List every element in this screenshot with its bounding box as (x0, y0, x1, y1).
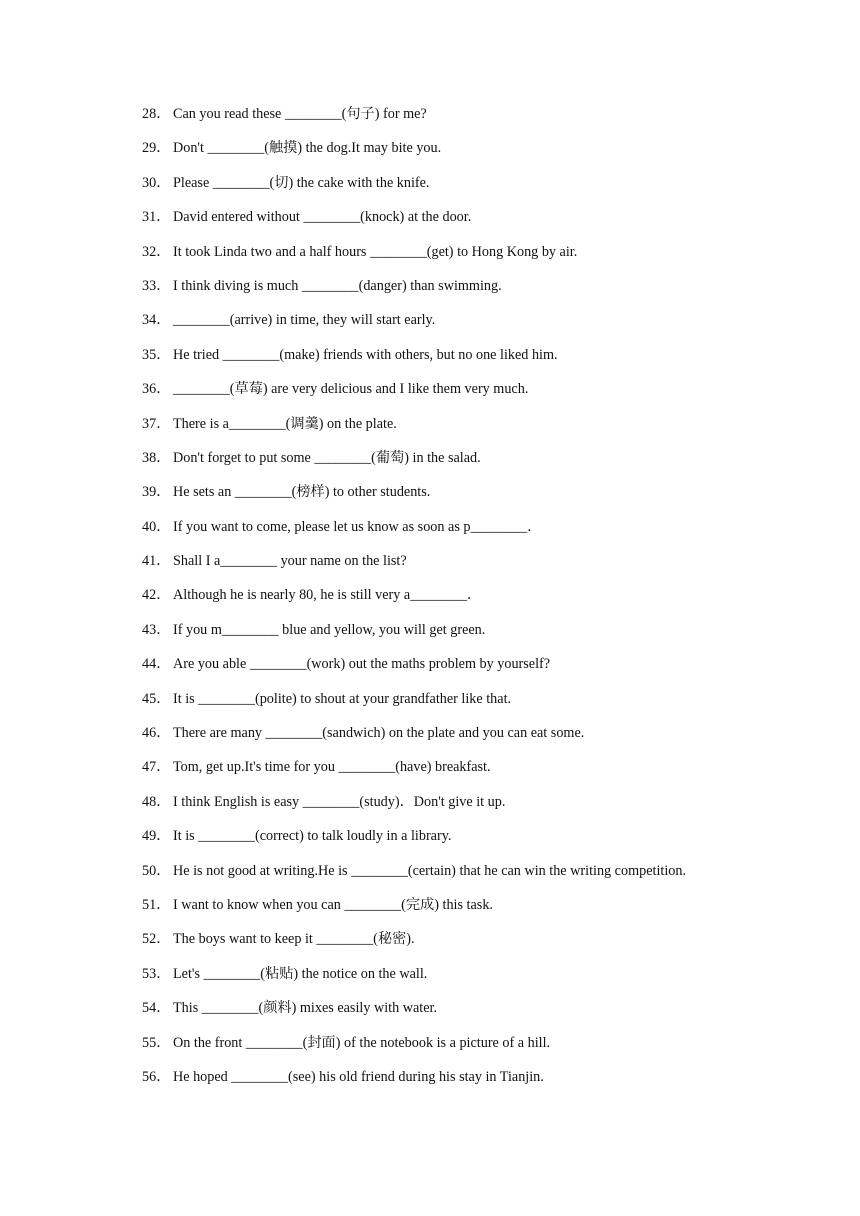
question-item (142, 688, 832, 722)
question-number: 37． (142, 415, 171, 432)
question-item (142, 619, 832, 653)
question-item (142, 447, 832, 481)
question-number: 28． (142, 106, 171, 122)
question-number: 48． (142, 793, 171, 810)
question-text: He sets an ________(榜样) to other students. (173, 484, 431, 501)
question-number: 36． (142, 381, 171, 398)
question-number: 52． (142, 931, 171, 948)
question-number: 43． (142, 621, 171, 638)
question-text: It is ________(polite) to shout at your grandfather like that. (173, 690, 512, 707)
question-text: He is not good at writing.He is ________(certain) that he can win the writing competition. (173, 862, 687, 879)
question-item (142, 1032, 832, 1066)
question-item (142, 963, 832, 997)
question-item (142, 894, 832, 928)
question-number: 41． (142, 553, 171, 570)
question-number: 34． (142, 312, 171, 329)
question-text: David entered without ________(knock) at the door. (173, 209, 472, 226)
question-text: He tried ________(make) friends with others, but no one liked him. (173, 346, 558, 363)
question-text: He hoped ________(see) his old friend during his stay in Tianjin. (173, 1068, 544, 1085)
question-number: 46． (142, 725, 171, 742)
question-number: 44． (142, 656, 171, 673)
question-item (142, 550, 832, 584)
question-item (142, 241, 832, 275)
question-item (142, 928, 832, 962)
question-item (142, 584, 832, 618)
question-item (142, 344, 832, 378)
question-item (142, 481, 832, 515)
question-item (142, 275, 832, 309)
question-number: 56． (142, 1068, 171, 1085)
question-number: 50． (142, 862, 171, 879)
question-number: 53． (142, 965, 171, 982)
question-text: It is ________(correct) to talk loudly in a library. (173, 828, 452, 845)
question-item (142, 825, 832, 859)
question-text: It took Linda two and a half hours ________(get) to Hong Kong by air. (173, 243, 578, 260)
question-text: ________(arrive) in time, they will start early. (173, 312, 436, 329)
question-number: 45． (142, 690, 171, 707)
question-item (142, 653, 832, 687)
question-text: I want to know when you can ________(完成) this task. (173, 896, 493, 913)
question-item (142, 1066, 832, 1100)
question-number: 40． (142, 518, 171, 535)
question-number: 39． (142, 484, 171, 501)
question-number: 42． (142, 587, 171, 604)
question-number: 49． (142, 828, 171, 845)
question-number: 54． (142, 1000, 171, 1017)
question-text: This ________(颜料) mixes easily with water. (173, 1000, 438, 1017)
question-text: Are you able ________(work) out the maths problem by yourself? (173, 656, 551, 673)
question-number: 35． (142, 346, 171, 363)
question-number: 55． (142, 1034, 171, 1051)
question-number: 47． (142, 759, 171, 776)
question-text: I think diving is much ________(danger) than swimming. (173, 277, 502, 294)
question-text: If you want to come, please let us know as soon as p________． (173, 518, 542, 535)
question-text: Shall I a________ your name on the list? (173, 553, 407, 570)
question-text: Don't ________(触摸) the dog.It may bite you. (173, 140, 442, 157)
question-number: 51． (142, 896, 171, 913)
question-item (142, 378, 832, 412)
question-text: There are many ________(sandwich) on the plate and you can eat some. (173, 725, 585, 742)
question-text: Please ________(切) the cake with the knife. (173, 174, 430, 191)
question-item (142, 516, 832, 550)
question-text: Although he is nearly 80, he is still very a________． (173, 587, 482, 604)
question-item (142, 860, 832, 894)
question-item (142, 997, 832, 1031)
question-text: Tom, get up.It's time for you ________(have) breakfast. (173, 759, 491, 776)
question-number: 38． (142, 449, 171, 466)
question-text: Can you read these ________(句子) for me? (173, 106, 427, 122)
question-number: 33． (142, 277, 171, 294)
question-item (142, 172, 832, 206)
question-number: 29． (142, 140, 171, 157)
question-item (142, 722, 832, 756)
question-text: Let's ________(粘贴) the notice on the wall. (173, 965, 428, 982)
question-item (142, 137, 832, 171)
question-number: 31． (142, 209, 171, 226)
question-item (142, 309, 832, 343)
question-text: If you m________ blue and yellow, you will get green. (173, 621, 486, 638)
question-item (142, 791, 832, 825)
question-text: The boys want to keep it ________(秘密). (173, 931, 415, 948)
question-item (142, 206, 832, 240)
question-number: 32． (142, 243, 171, 260)
question-item (142, 103, 832, 137)
question-item (142, 756, 832, 790)
question-item (142, 413, 832, 447)
question-text: Don't forget to put some ________(葡萄) in the salad. (173, 449, 481, 466)
question-text: On the front ________(封面) of the notebook is a picture of a hill. (173, 1034, 551, 1051)
question-text: I think English is easy ________(study)．Don't give it up. (173, 793, 506, 810)
question-number: 30． (142, 174, 171, 191)
question-list (142, 103, 832, 1100)
question-text: There is a________(调羹) on the plate. (173, 415, 397, 432)
question-text: ________(草莓) are very delicious and I like them very much. (173, 381, 529, 398)
